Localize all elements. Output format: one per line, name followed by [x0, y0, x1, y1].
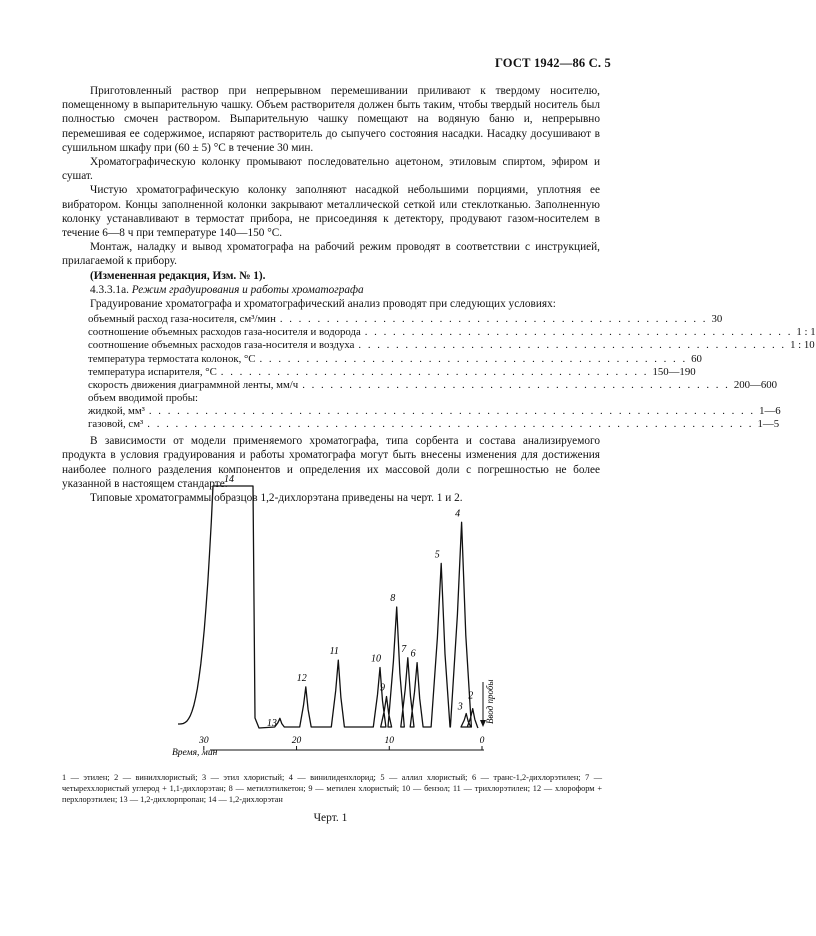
figure-legend: 1 — этилен; 2 — винилхлористый; 3 — этил хлористый; 4 — винилиденхлорид; 5 — аллил хлористый; 6 — транс-1,2-дихлорэтилен; 7 — четыреххлористый углерод + 1,1-дихлорэтан; 8 — метилэтилкетон; 9 — метилен хлористый; 10 — бензол; 11 — трихлорэтилен; 12 — хлороформ + перхлорэтилен; 13 — 1,2-дихлорпропан; 14 — 1,2-дихлорэтан: [62, 773, 602, 804]
peak-label-4: 4: [455, 508, 461, 520]
parameter-value: 200—600: [733, 378, 778, 391]
parameter-value: 1 : 1: [796, 326, 816, 339]
leader-dots: . . . . . . . . . . . . . . . . . . . . . . . . . . . . . . . . . . . . . . . . . . . . . . . . . . . . . . . . . . . . . . . . .: [147, 418, 754, 430]
parameter-value: 1—5: [757, 418, 780, 430]
parameter-label: температура термостата колонок, °С: [88, 352, 256, 365]
paragraph: Чистую хроматографическую колонку заполняют насадкой небольшими порциями, уплотняя ее вибратором. Концы заполненной колонки закрывают металлической сеткой или стеклотканью. Заполненную колонку устанавливают в термостат прибора, не присоединяя к детектору, продувают газом-носителем в течение 6—8 ч при температуре 140—150 °С.: [62, 184, 600, 240]
parameter-label: температура испарителя, °С: [88, 365, 217, 378]
paragraph: Хроматографическую колонку промывают последовательно ацетоном, этиловым спиртом, эфиром и сушат.: [62, 156, 600, 183]
axis-tick-label: 20: [291, 736, 302, 746]
parameter-row: [88, 404, 781, 417]
paragraph: Типовые хроматограммы образцов 1,2-дихлорэтана приведены на черт. 1 и 2.: [90, 491, 463, 504]
peak-label-14: 14: [224, 474, 234, 485]
section-number: 4.3.3.1а.: [90, 283, 129, 296]
parameter-label: объемный расход газа-носителя, см³/мин: [88, 313, 276, 326]
parameter-value: 1—6: [759, 404, 781, 417]
leader-dots: . . . . . . . . . . . . . . . . . . . . . . . . . . . . . . . . . . . . . . . . . . . . . .: [358, 339, 787, 352]
parameter-list: [88, 312, 816, 430]
time-axis-ticks: [198, 736, 485, 750]
parameter-row: [88, 338, 815, 352]
peak-label-3: 3: [457, 701, 463, 713]
body-text: [62, 84, 816, 505]
axis-tick-label: 30: [199, 736, 209, 746]
axis-tick-label: 10: [384, 736, 395, 746]
parameter-label: скорость движения диаграммной ленты, мм/ч: [88, 378, 299, 391]
parameter-label: жидкой, мм³: [88, 404, 145, 417]
peak-label-9: 9: [380, 682, 385, 694]
parameter-label: газовой, см³: [88, 418, 144, 430]
parameter-value: 1 : 10: [790, 339, 815, 352]
chromatogram-trace: [178, 486, 478, 728]
section-heading: [62, 283, 600, 297]
axis-tick-label: 0: [479, 736, 485, 746]
peak-label-13: 13: [266, 718, 277, 729]
injection-label: Ввод пробы: [485, 679, 495, 724]
time-axis-label: Время, мин: [172, 748, 218, 758]
injection-marker: [480, 680, 495, 727]
parameter-row: [88, 312, 723, 326]
leader-dots: . . . . . . . . . . . . . . . . . . . . . . . . . . . . . . . . . . . . . . . . . . . . . .: [220, 365, 649, 378]
parameter-row: [88, 352, 702, 365]
parameter-row: [88, 365, 696, 378]
leader-dots: . . . . . . . . . . . . . . . . . . . . . . . . . . . . . . . . . . . . . . . . . . . . . .: [302, 378, 730, 391]
leader-dots: . . . . . . . . . . . . . . . . . . . . . . . . . . . . . . . . . . . . . . . . . . . . . .: [279, 313, 708, 326]
leader-dots: . . . . . . . . . . . . . . . . . . . . . . . . . . . . . . . . . . . . . . . . . . . . . . . . . . . . . . . . . . . . . . . . .: [148, 404, 756, 417]
parameter-label: соотношение объемных расходов газа-носителя и воздуха: [88, 339, 355, 352]
leader-dots: . . . . . . . . . . . . . . . . . . . . . . . . . . . . . . . . . . . . . . . . . . . . . .: [259, 352, 688, 365]
section-title: Режим градуирования и работы хроматографа: [131, 283, 364, 296]
peak-label-5: 5: [434, 549, 440, 561]
chromatogram-chart: [160, 470, 500, 770]
parameter-row: [88, 378, 778, 391]
peak-label-12: 12: [296, 672, 307, 684]
parameter-label: объем вводимой пробы:: [88, 391, 199, 404]
parameter-row: [88, 391, 588, 404]
amendment-note: (Измененная редакция, Изм. № 1).: [90, 269, 266, 282]
leader-dots: . . . . . . . . . . . . . . . . . . . . . . . . . . . . . . . . . . . . . . . . . . . . . .: [364, 326, 793, 339]
page-header: ГОСТ 1942—86 С. 5: [494, 56, 611, 70]
parameter-value: 30: [711, 313, 723, 326]
paragraph: Градуирование хроматографа и хроматографический анализ проводят при следующих условиях:: [90, 298, 556, 311]
peak-label-6: 6: [410, 648, 416, 660]
peak-label-2: 2: [468, 690, 474, 702]
parameter-row: [88, 417, 780, 430]
parameter-value: 60: [691, 352, 702, 365]
paragraph: Монтаж, наладку и вывод хроматографа на рабочий режим проводят в соответствии с инструкцией, прилагаемой к прибору.: [62, 241, 600, 268]
parameter-label: соотношение объемных расходов газа-носителя и водорода: [88, 326, 361, 339]
peak-labels: [224, 474, 473, 729]
peak-label-10: 10: [371, 653, 381, 665]
peak-label-7: 7: [401, 643, 407, 655]
peak-label-8: 8: [390, 593, 396, 604]
peak-label-11: 11: [329, 646, 339, 658]
paragraph: Приготовленный раствор при непрерывном перемешивании приливают к твердому носителю, помещенному в выпарительную чашку. Объем растворителя должен быть таким, чтобы твердый носитель был полностью смочен раствором. Выпарительную чашку помещают на водяную баню и, непрерывно перемешивая ее содержимое, испаряют растворитель до сыпучего состояния насадки. Насадку досушивают в сушильном шкафу при (60 ± 5) °С в течение 30 мин.: [62, 85, 600, 154]
paragraph: В зависимости от модели применяемого хроматографа, типа сорбента и состава анализируемого продукта в условия градуирования и работы хроматографа могут быть внесены изменения для достижения наиболее полного разделения компонентов и определения их массовой доли с погрешностью не более указанной в настоящем стандарте.: [62, 435, 600, 490]
parameter-row: [88, 325, 816, 339]
parameter-value: 150—190: [652, 365, 696, 378]
figure-label: Черт. 1: [313, 812, 348, 824]
